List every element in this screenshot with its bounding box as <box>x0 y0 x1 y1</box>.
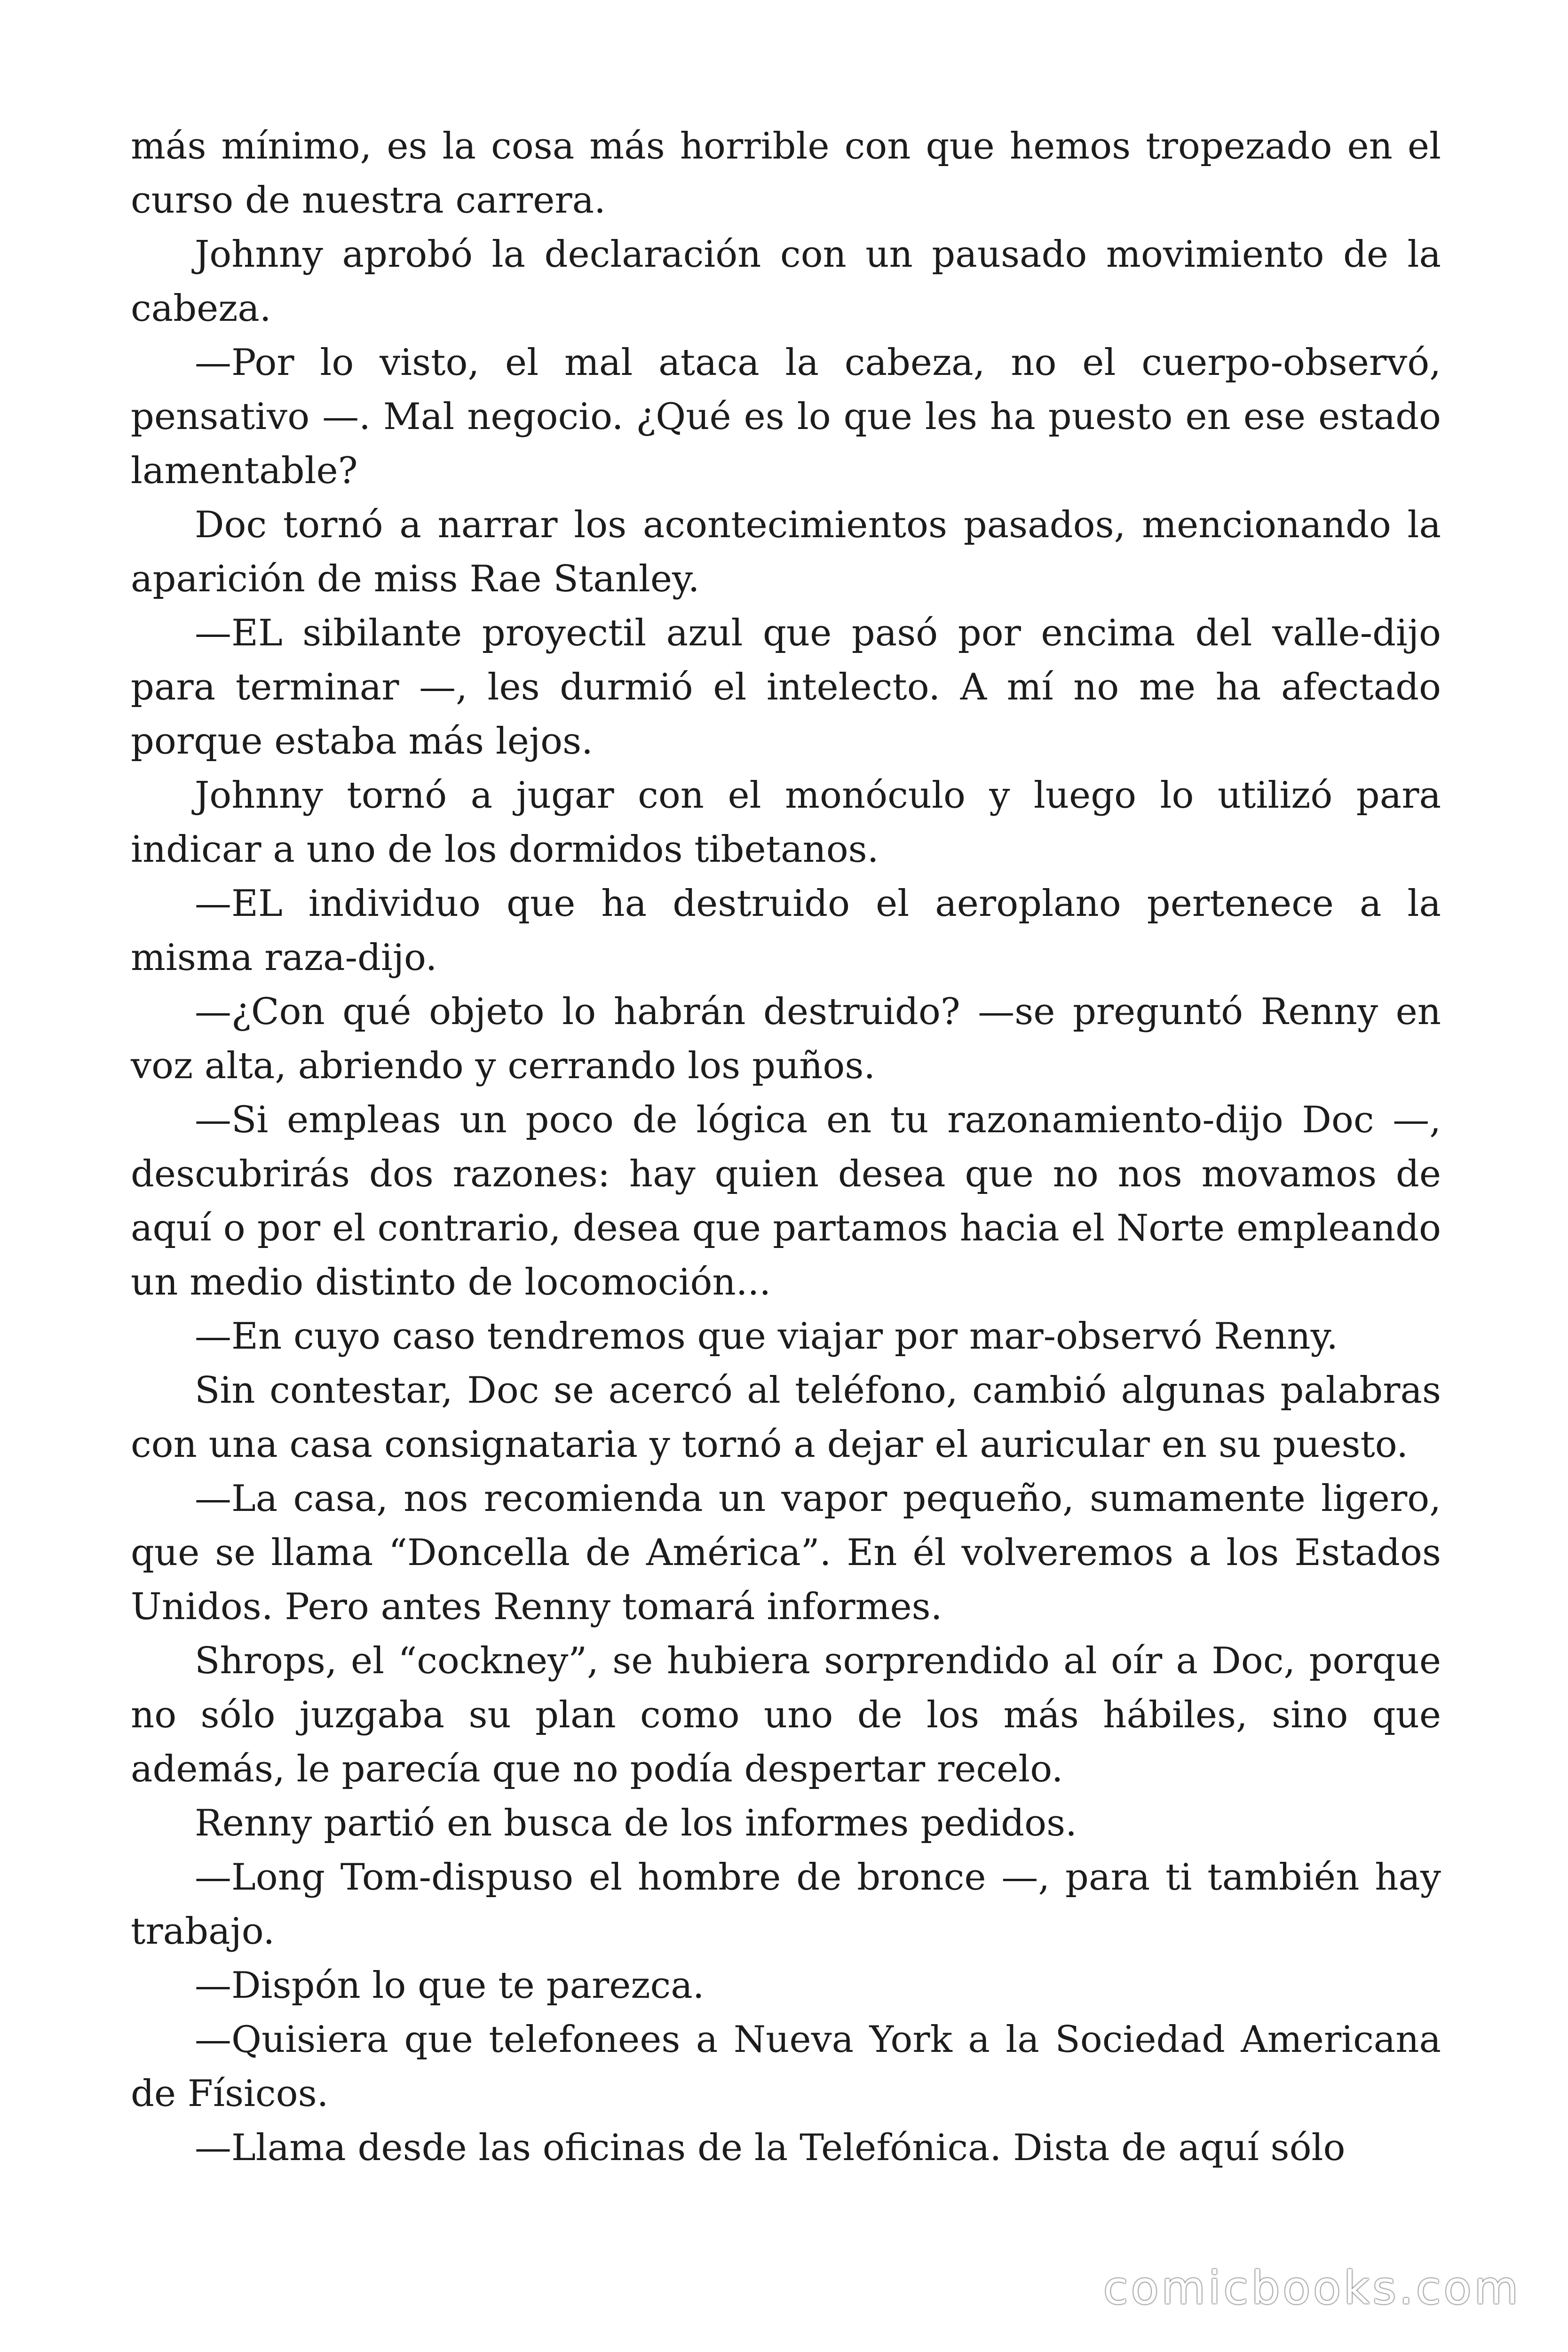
paragraph: —La casa, nos recomienda un vapor pequeño, sumamente ligero, que se llama “Doncella de América”. En él volveremos a los Estados Unidos. Pero antes Renny tomará informes. <box>131 1478 1441 1628</box>
paragraph: —EL sibilante proyectil azul que pasó por encima del valle-dijo para terminar —, les durmió el intelecto. A mí no me ha afectado porque estaba más lejos. <box>131 612 1441 763</box>
paragraph: —Llama desde las oficinas de la Telefónica. Dista de aquí sólo <box>195 2127 1346 2169</box>
paragraph: Johnny aprobó la declaración con un pausado movimiento de la cabeza. <box>131 233 1441 330</box>
paragraph: Johnny tornó a jugar con el monóculo y luego lo utilizó para indicar a uno de los dormidos tibetanos. <box>131 774 1441 871</box>
paragraph: —Quisiera que telefonees a Nueva York a la Sociedad Americana de Físicos. <box>131 2018 1441 2115</box>
book-page-text <box>131 119 1441 2175</box>
paragraph: —En cuyo caso tendremos que viajar por mar-observó Renny. <box>195 1315 1338 1358</box>
paragraph: —Por lo visto, el mal ataca la cabeza, no el cuerpo-observó, pensativo —. Mal negocio. ¿Qué es lo que les ha puesto en ese estado lamentable? <box>131 342 1441 492</box>
paragraph: Sin contestar, Doc se acercó al teléfono, cambió algunas palabras con una casa consignataria y tornó a dejar el auricular en su puesto. <box>131 1369 1441 1466</box>
paragraph: —EL individuo que ha destruido el aeroplano pertenece a la misma raza-dijo. <box>131 882 1441 979</box>
paragraph: —Long Tom-dispuso el hombre de bronce —, para ti también hay trabajo. <box>131 1856 1441 1953</box>
watermark: comicbooks.com <box>1103 2262 1521 2314</box>
paragraph: —Dispón lo que te parezca. <box>195 1964 705 2007</box>
paragraph-continued: más mínimo, es la cosa más horrible con que hemos tropezado en el curso de nuestra carrera. <box>131 125 1441 222</box>
paragraph: Renny partió en busca de los informes pedidos. <box>195 1802 1077 1844</box>
paragraph: —¿Con qué objeto lo habrán destruido? —se preguntó Renny en voz alta, abriendo y cerrando los puños. <box>131 991 1441 1087</box>
paragraph: Doc tornó a narrar los acontecimientos pasados, mencionando la aparición de miss Rae Stanley. <box>131 504 1441 600</box>
paragraph: —Si empleas un poco de lógica en tu razonamiento-dijo Doc —, descubrirás dos razones: hay quien desea que no nos movamos de aquí o por el contrario, desea que partamos hacia el Norte empleando un medio distinto de locomoción... <box>131 1099 1441 1303</box>
paragraph: Shrops, el “cockney”, se hubiera sorprendido al oír a Doc, porque no sólo juzgaba su plan como uno de los más hábiles, sino que además, le parecía que no podía despertar recelo. <box>131 1640 1441 1790</box>
